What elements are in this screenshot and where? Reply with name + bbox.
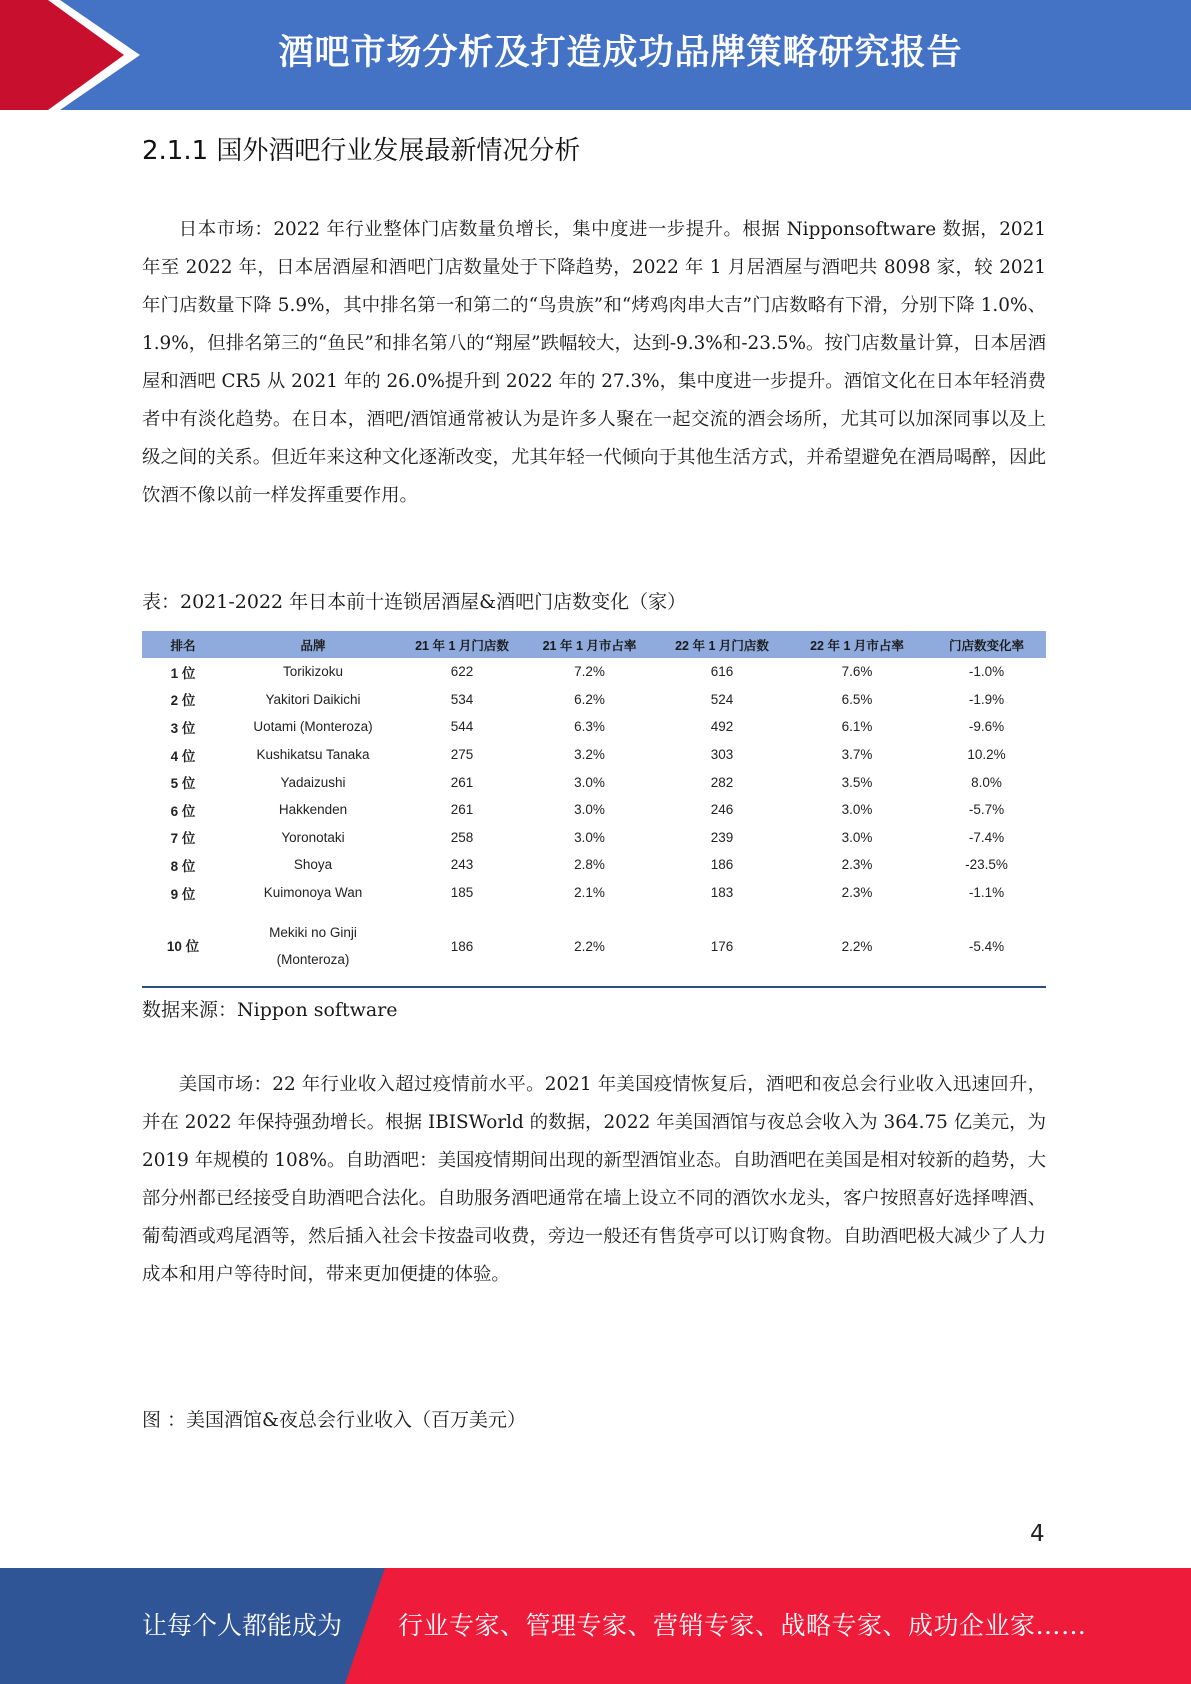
stores-22-cell: 186	[710, 857, 734, 873]
share-21-cell: 3.0%	[574, 802, 605, 818]
rank-cell: 9 位	[170, 886, 196, 902]
stores-21-cell: 544	[450, 719, 474, 735]
share-22-cell: 2.2%	[841, 938, 873, 954]
table-row	[142, 713, 1046, 741]
share-22-cell: 2.3%	[841, 885, 873, 901]
share-22-cell: 2.3%	[841, 857, 873, 873]
rank-cell: 8 位	[170, 858, 196, 874]
stores-22-cell: 303	[710, 747, 734, 763]
header-brand: 品牌	[224, 631, 402, 658]
change-cell: -5.4%	[968, 938, 1005, 954]
brand-cell: Yoronotaki	[281, 829, 345, 845]
rank-cell: 10 位	[166, 938, 200, 954]
brand-line-2: (Monteroza)	[276, 952, 350, 968]
brand-cell: Shoya	[293, 857, 333, 873]
rank-cell: 4 位	[170, 748, 196, 764]
stores-22-cell: 176	[710, 938, 734, 954]
brand-cell: Hakkenden	[278, 802, 348, 818]
change-cell: -23.5%	[965, 857, 1008, 873]
stores-21-cell: 275	[450, 747, 474, 763]
share-22-cell: 3.0%	[841, 829, 873, 845]
share-21-cell: 2.8%	[574, 857, 605, 873]
share-21-cell: 3.0%	[574, 774, 605, 790]
table-source: 数据来源：Nippon software	[142, 999, 398, 1021]
usa-market-paragraph: 美国市场：22 年行业收入超过疫情前水平。2021 年美国疫情恢复后，酒吧和夜总会行业收入迅速回升，并在 2022 年保持强劲增长。根据 IBISWorld 的数据，2022 年美国酒馆与夜总会收入为 364.75 亿美元，为 2019 年规模的 108%。自助酒吧：美国疫情期间出现的新型酒馆业态。自助酒吧在美国是相对较新的趋势，大部分州都已经接受自助酒吧合法化。自助服务酒吧通常在墙上设立不同的酒饮水龙头，客户按照喜好选择啤酒、葡萄酒或鸡尾酒等，然后插入社会卡按盎司收费，旁边一般还有售货亭可以订购食物。自助酒吧极大减少了人力成本和用户等待时间，带来更加便捷的体验。	[142, 1074, 1046, 1285]
change-cell: -1.0%	[968, 664, 1005, 680]
table-row	[142, 768, 1046, 796]
report-title: 酒吧市场分析及打造成功品牌策略研究报告	[278, 33, 963, 73]
share-21-cell: 7.2%	[574, 664, 605, 680]
section-heading: 2.1.1 国外酒吧行业发展最新情况分析	[142, 136, 581, 166]
header-share-21: 21 年 1 月市占率	[522, 631, 657, 658]
header-chevron-decoration	[0, 0, 160, 110]
stores-21-cell: 185	[450, 885, 474, 901]
table-row	[142, 824, 1046, 852]
share-22-cell: 3.7%	[841, 747, 873, 763]
brand-cell: Torikizoku	[282, 664, 344, 680]
change-cell: -5.7%	[968, 802, 1005, 818]
table-row	[142, 879, 1046, 907]
stores-21-cell: 186	[450, 938, 474, 954]
share-22-cell: 6.1%	[841, 719, 873, 735]
share-21-cell: 2.2%	[574, 938, 605, 954]
brand-cell: Kuimonoya Wan	[263, 885, 363, 901]
rank-cell: 3 位	[170, 720, 196, 736]
stores-21-cell: 261	[450, 802, 474, 818]
share-22-cell: 6.5%	[841, 691, 873, 707]
table-row	[142, 851, 1046, 879]
header-stores-21: 21 年 1 月门店数	[402, 631, 522, 658]
header-change: 门店数变化率	[927, 631, 1046, 658]
rank-cell: 6 位	[170, 803, 196, 819]
change-cell: -1.1%	[968, 885, 1005, 901]
share-22-cell: 3.5%	[841, 774, 873, 790]
table-row	[142, 906, 1046, 987]
table-row	[142, 658, 1046, 686]
brand-cell: Yadaizushi	[280, 774, 346, 790]
figure-caption: 图 ：美国酒馆&夜总会行业收入（百万美元）	[142, 1409, 526, 1431]
rank-cell: 7 位	[170, 831, 196, 847]
brand-cell: Uotami (Monteroza)	[253, 719, 373, 735]
stores-22-cell: 239	[710, 829, 734, 845]
share-21-cell: 3.0%	[574, 829, 605, 845]
stores-21-cell: 261	[450, 774, 474, 790]
table-row	[142, 741, 1046, 769]
stores-21-cell: 258	[450, 829, 474, 845]
stores-22-cell: 282	[710, 774, 734, 790]
table-row	[142, 796, 1046, 824]
header-share-22: 22 年 1 月市占率	[787, 631, 927, 658]
stores-21-cell: 622	[450, 664, 474, 680]
brand-line-1: Mekiki no Ginji	[269, 925, 357, 941]
japan-store-table	[142, 631, 1046, 988]
page-header	[0, 0, 1191, 110]
rank-cell: 5 位	[170, 776, 196, 792]
stores-21-cell: 534	[450, 691, 474, 707]
share-22-cell: 3.0%	[841, 802, 873, 818]
change-cell: 8.0%	[971, 774, 1002, 790]
stores-22-cell: 524	[710, 691, 734, 707]
change-cell: -7.4%	[968, 829, 1005, 845]
header-stores-22: 22 年 1 月门店数	[657, 631, 787, 658]
stores-22-cell: 492	[710, 719, 734, 735]
stores-22-cell: 246	[710, 802, 734, 818]
share-21-cell: 3.2%	[574, 747, 605, 763]
change-cell: -1.9%	[968, 691, 1005, 707]
share-21-cell: 2.1%	[574, 885, 605, 901]
table-row	[142, 686, 1046, 714]
stores-21-cell: 243	[450, 857, 474, 873]
share-22-cell: 7.6%	[841, 664, 873, 680]
header-rank: 排名	[142, 631, 224, 658]
share-21-cell: 6.2%	[574, 691, 605, 707]
table-caption: 表：2021-2022 年日本前十连锁居酒屋&酒吧门店数变化（家）	[142, 591, 687, 613]
brand-cell: Kushikatsu Tanaka	[256, 747, 370, 763]
table-header-row	[142, 631, 1046, 658]
share-21-cell: 6.3%	[574, 719, 605, 735]
footer-slogan-right: 行业专家、管理专家、营销专家、战略专家、成功企业家……	[398, 1611, 1087, 1640]
rank-cell: 2 位	[170, 693, 196, 709]
japan-market-paragraph: 日本市场：2022 年行业整体门店数量负增长，集中度进一步提升。根据 Nipponsoftware 数据，2021 年至 2022 年，日本居酒屋和酒吧门店数量处于下降趋势，2022 年 1 月居酒屋与酒吧共 8098 家，较 2021 年门店数量下降 5.9%，其中排名第一和第二的“鸟贵族”和“烤鸡肉串大吉”门店数略有下滑，分别下降 1.0%、1.9%，但排名第三的“鱼民”和排名第八的“翔屋”跌幅较大，达到-9.3%和-23.5%。按门店数量计算，日本居酒屋和酒吧 CR5 从 2021 年的 26.0%提升到 2022 年的 27.3%，集中度进一步提升。酒馆文化在日本年轻消费者中有淡化趋势。在日本，酒吧/酒馆通常被认为是许多人聚在一起交流的酒会场所，尤其可以加深同事以及上级之间的关系。但近年来这种文化逐渐改变，尤其年轻一代倾向于其他生活方式，并希望避免在酒局喝醉，因此饮酒不像以前一样发挥重要作用。	[142, 219, 1046, 506]
footer-slogan-left: 让每个人都能成为	[142, 1611, 343, 1640]
change-cell: -9.6%	[968, 719, 1005, 735]
brand-cell: Yakitori Daikichi	[265, 691, 361, 707]
stores-22-cell: 183	[710, 885, 734, 901]
rank-cell: 1 位	[170, 665, 196, 681]
page-number: 4	[1030, 1521, 1045, 1547]
stores-22-cell: 616	[710, 664, 734, 680]
brand-cell	[224, 906, 402, 987]
page-footer	[0, 1568, 1191, 1684]
change-cell: 10.2%	[967, 747, 1006, 763]
